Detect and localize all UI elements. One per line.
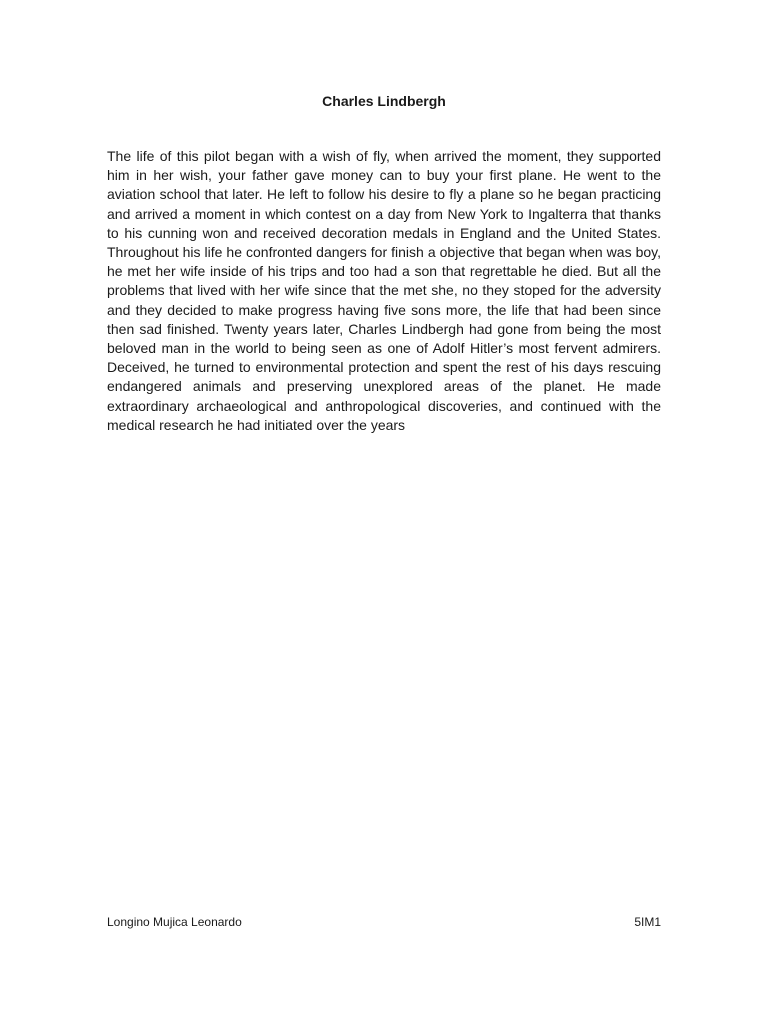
- document-body-paragraph: The life of this pilot began with a wish of fly, when arrived the moment, they supported him in her wish, your father gave money can to buy your first plane. He went to the aviation school that later. He left to follow his desire to fly a plane so he began practicing and arrived a moment in which contest on a day from New York to Ingalterra that thanks to his cunning won and received decoration medals in England and the United States. Throughout his life he confronted dangers for finish a objective that began when was boy, he met her wife inside of his trips and too had a son that regrettable he died. But all the problems that lived with her wife since that the met she, no they stoped for the adversity and they decided to make progress having five sons more, the life that had been since then sad finished. Twenty years later, Charles Lindbergh had gone from being the most beloved man in the world to being seen as one of Adolf Hitler’s most fervent admirers. Deceived, he turned to environmental protection and spent the rest of his days rescuing endangered animals and preserving unexplored areas of the planet. He made extraordinary archaeological and anthropological discoveries, and continued with the medical research he had initiated over the years: [107, 148, 661, 433]
- document-title: Charles Lindbergh: [322, 93, 446, 109]
- footer-group: 5IM1: [634, 915, 661, 929]
- footer-author: Longino Mujica Leonardo: [107, 915, 242, 929]
